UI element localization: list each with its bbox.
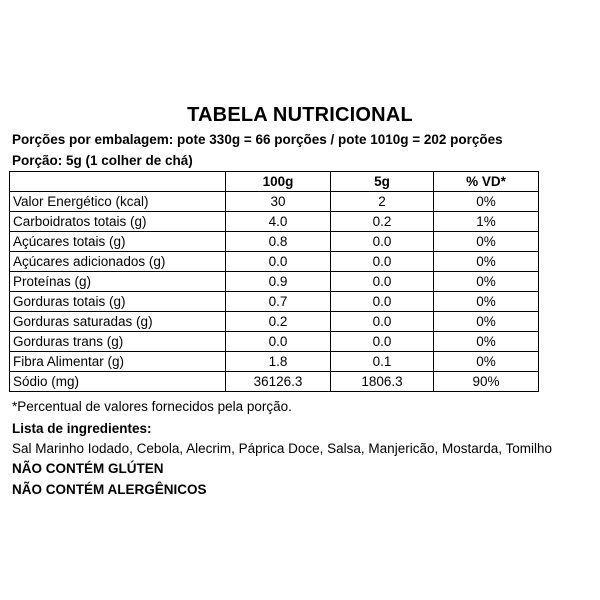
header-cell-nutrient xyxy=(10,172,226,192)
header-cell-vd: % VD* xyxy=(434,172,539,192)
value-100g: 4.0 xyxy=(226,212,331,232)
table-row xyxy=(10,312,539,332)
page-title: TABELA NUTRICIONAL xyxy=(187,104,413,126)
portions-per-package: Porções por embalagem: pote 330g = 66 porções / pote 1010g = 202 porções xyxy=(12,132,503,147)
nutrient-label: Gorduras saturadas (g) xyxy=(10,312,226,332)
value-5g: 0.0 xyxy=(331,292,434,312)
value-vd: 0% xyxy=(434,292,539,312)
value-100g: 30 xyxy=(226,192,331,212)
portion-size: Porção: 5g (1 colher de chá) xyxy=(12,153,193,168)
value-vd: 0% xyxy=(434,332,539,352)
nutrient-label: Fibra Alimentar (g) xyxy=(10,352,226,372)
table-row xyxy=(10,352,539,372)
value-5g: 0.0 xyxy=(331,312,434,332)
value-vd: 1% xyxy=(434,212,539,232)
nutrient-label: Açúcares adicionados (g) xyxy=(10,252,226,272)
nutrient-label: Carboidratos totais (g) xyxy=(10,212,226,232)
table-row xyxy=(10,372,539,392)
ingredients-list: Sal Marinho Iodado, Cebola, Alecrim, Páprica Doce, Salsa, Manjericão, Mostarda, Tomilho xyxy=(12,441,553,456)
value-100g: 0.0 xyxy=(226,252,331,272)
nutrient-label: Sódio (mg) xyxy=(10,372,226,392)
value-100g: 1.8 xyxy=(226,352,331,372)
table-row xyxy=(10,192,539,212)
value-100g: 0.8 xyxy=(226,232,331,252)
allergen-warning: NÃO CONTÉM ALERGÊNICOS xyxy=(12,482,207,497)
value-5g: 1806.3 xyxy=(331,372,434,392)
table-header-row xyxy=(10,172,539,192)
value-5g: 0.0 xyxy=(331,232,434,252)
value-vd: 0% xyxy=(434,192,539,212)
table-row xyxy=(10,212,539,232)
value-5g: 0.0 xyxy=(331,252,434,272)
ingredients-title: Lista de ingredientes: xyxy=(12,421,152,436)
header-cell-5g: 5g xyxy=(331,172,434,192)
nutrient-label: Gorduras totais (g) xyxy=(10,292,226,312)
table-row xyxy=(10,252,539,272)
nutrient-label: Açúcares totais (g) xyxy=(10,232,226,252)
table-row xyxy=(10,332,539,352)
value-vd: 0% xyxy=(434,272,539,292)
value-vd: 90% xyxy=(434,372,539,392)
footnote: *Percentual de valores fornecidos pela porção. xyxy=(12,399,292,414)
value-100g: 0.9 xyxy=(226,272,331,292)
value-100g: 0.7 xyxy=(226,292,331,312)
table-row xyxy=(10,292,539,312)
nutrient-label: Gorduras trans (g) xyxy=(10,332,226,352)
value-5g: 2 xyxy=(331,192,434,212)
value-100g: 36126.3 xyxy=(226,372,331,392)
value-5g: 0.0 xyxy=(331,272,434,292)
value-vd: 0% xyxy=(434,312,539,332)
value-vd: 0% xyxy=(434,232,539,252)
nutrient-label: Valor Energético (kcal) xyxy=(10,192,226,212)
table-row xyxy=(10,272,539,292)
value-5g: 0.0 xyxy=(331,332,434,352)
table-row xyxy=(10,232,539,252)
value-100g: 0.0 xyxy=(226,332,331,352)
value-5g: 0.2 xyxy=(331,212,434,232)
gluten-warning: NÃO CONTÉM GLÚTEN xyxy=(12,461,164,476)
value-vd: 0% xyxy=(434,352,539,372)
value-100g: 0.2 xyxy=(226,312,331,332)
value-vd: 0% xyxy=(434,252,539,272)
nutrient-label: Proteínas (g) xyxy=(10,272,226,292)
header-cell-100g: 100g xyxy=(226,172,331,192)
value-5g: 0.1 xyxy=(331,352,434,372)
nutrition-table xyxy=(9,171,539,392)
